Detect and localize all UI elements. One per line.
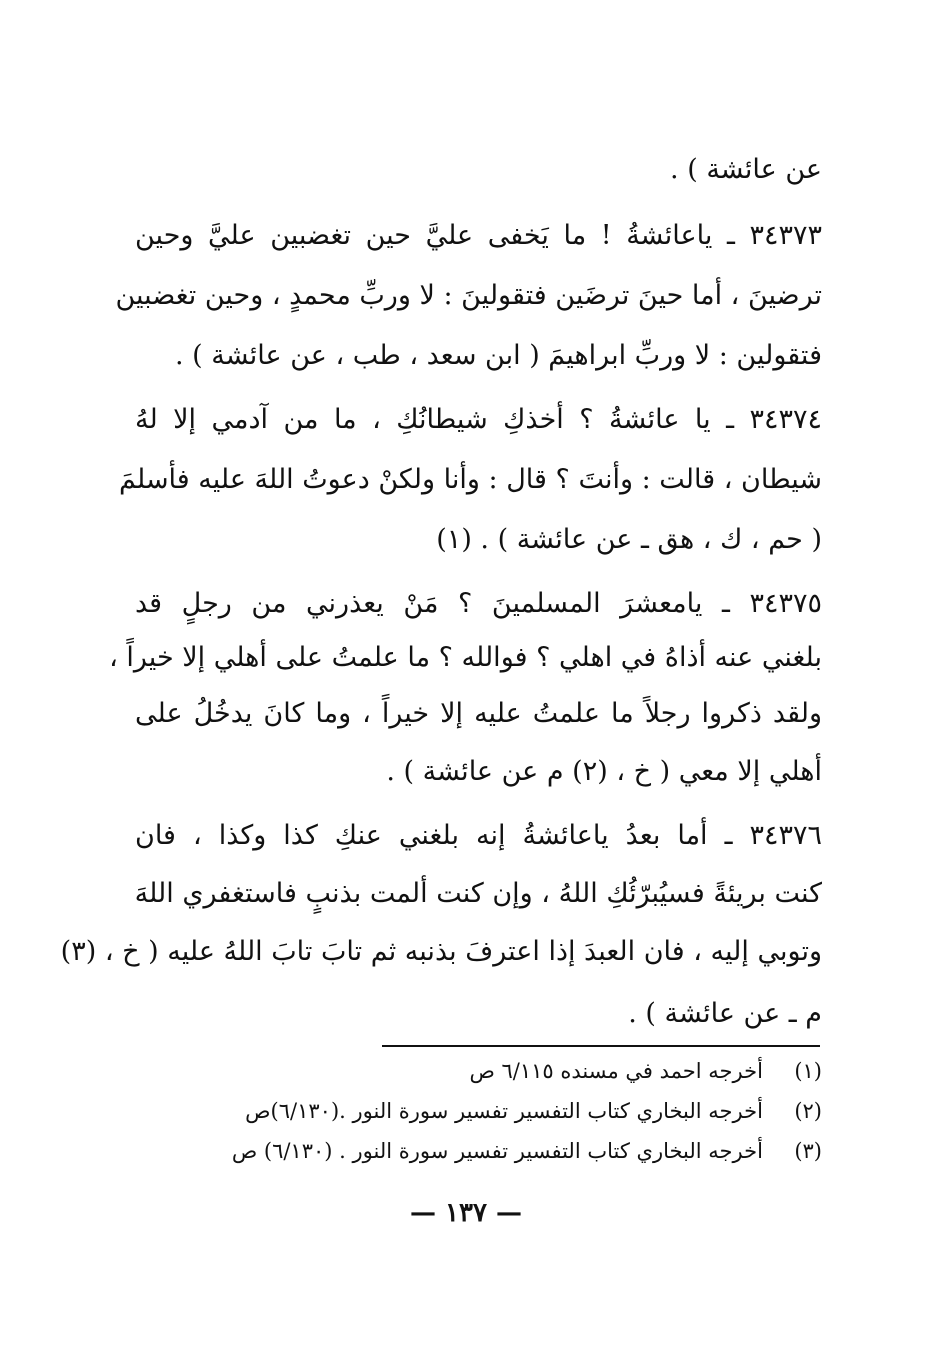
footnote-number: (٢) <box>794 1099 822 1123</box>
footnote-1 <box>469 1056 822 1086</box>
text-line-3: ترضينَ ، أما حينَ ترضَين فتقولينَ : لا وربِّ محمدٍ ، وحين تغضبين <box>115 280 822 311</box>
footnote-3 <box>232 1136 822 1166</box>
page-number: — ١٣٧ — <box>409 1198 523 1228</box>
footnote-divider <box>382 1045 820 1047</box>
text-line-15: م ـ عن عائشة ) . <box>628 998 822 1029</box>
text-line-8: ٣٤٣٧٥ ـ يامعشرَ المسلمينَ ؟ مَنْ يعذرني من رجلٍ قد <box>135 588 822 619</box>
text-line-12: ٣٤٣٧٦ ـ أما بعدُ ياعائشةُ إنه بلغني عنكِ كذا وكذا ، فان <box>135 820 822 851</box>
text-line-9: بلغني عنه أذاهُ في اهلي ؟ فوالله ؟ ما علمتُ على أهلي إلا خيراً ، <box>109 642 822 673</box>
text-line-13: كنت بريئةً فسيُبرّئُكِ اللهُ ، وإن كنت ألمت بذنبٍ فاستغفري اللهَ <box>134 878 822 909</box>
footnote-number: (٣) <box>794 1139 822 1163</box>
text-line-4: فتقولين : لا وربِّ ابراهيمَ ( ابن سعد ، طب ، عن عائشة ) . <box>174 340 822 371</box>
text-line-14: وتوبي إليه ، فان العبدَ إذا اعترفَ بذنبه ثم تابَ تابَ اللهُ عليه ( خ ، (٣) <box>60 936 822 967</box>
footnote-text: أخرجه البخاري كتاب التفسير تفسير سورة النور . (٦/١٣٠) ص <box>231 1139 763 1163</box>
footnote-2 <box>245 1096 822 1126</box>
footnote-number: (١) <box>794 1059 822 1083</box>
footnote-text: أخرجه البخاري كتاب التفسير تفسير سورة النور .(٦/١٣٠)ص <box>245 1099 763 1123</box>
text-line-10: ولقد ذكروا رجلاً ما علمتُ عليه إلا خيراً ، وما كانَ يدخُلُ على <box>135 698 822 729</box>
text-line-6: شيطان ، قالت : وأنتَ ؟ قال : وأنا ولكنْ دعوتُ اللهَ عليه فأسلمَ <box>119 464 822 495</box>
text-line-7: ( حم ، ك ، هق ـ عن عائشة ) . (١) <box>436 524 822 555</box>
text-line-1: عن عائشة ) . <box>670 154 822 185</box>
text-line-11: أهلي إلا معي ( خ ، (٢) م عن عائشة ) . <box>386 756 822 787</box>
footnote-text: أخرجه احمد في مسنده ٦/١١٥ ص <box>469 1059 763 1083</box>
text-line-2: ٣٤٣٧٣ ـ ياعائشةُ ! ما يَخفى عليَّ حين تغضبين عليَّ وحين <box>135 220 822 251</box>
text-line-5: ٣٤٣٧٤ ـ يا عائشةُ ؟ أخذكِ شيطانُكِ ، ما من آدمي إلا لهُ <box>135 404 822 435</box>
